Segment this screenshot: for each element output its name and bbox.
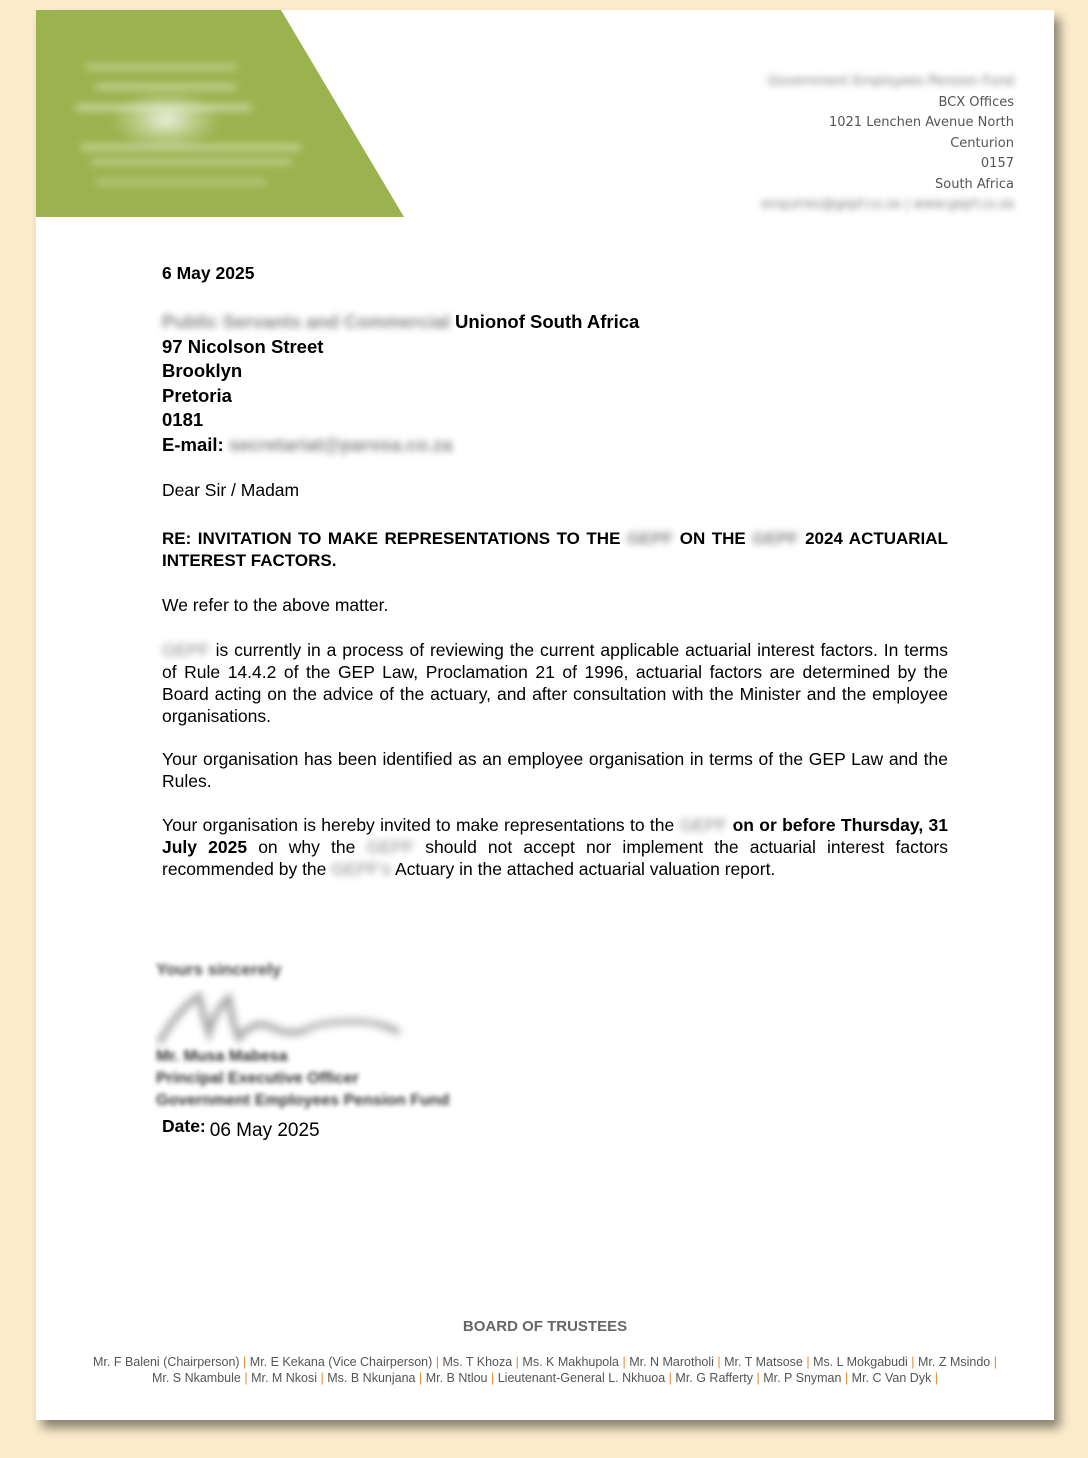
trustee-name: Ms. L Mokgabudi — [813, 1355, 908, 1369]
recipient-address — [162, 310, 948, 457]
redacted-fund-name: GEPF — [679, 815, 728, 835]
redacted-fund-name: GEPF — [366, 837, 415, 857]
sign-date-label: Date: — [162, 1116, 206, 1136]
trustee-separator: | — [415, 1370, 426, 1385]
body-paragraph-3 — [162, 814, 948, 880]
recipient-name — [162, 310, 948, 335]
trustee-separator: | — [841, 1370, 852, 1385]
trustee-name: Mr. S Nkambule — [151, 1370, 241, 1385]
trustee-separator: | — [239, 1355, 250, 1369]
trustee-name: Mr. E Kekana (Vice Chairperson) — [249, 1355, 433, 1369]
body-paragraph-2: Your organisation has been identified as an employee organisation in terms of the GEP Law and the Rules. — [162, 749, 948, 791]
trustee-separator: | — [618, 1355, 630, 1369]
recipient-email-row — [162, 433, 948, 458]
address-line: 1021 Lenchen Avenue North — [828, 115, 1014, 130]
trustee-name: Mr. P Snyman — [763, 1370, 842, 1385]
trustee-name: Mr. M Nkosi — [251, 1370, 318, 1385]
trustee-separator: | — [487, 1370, 498, 1385]
closing: Yours sincerely — [156, 960, 282, 979]
gepf-logo — [36, 10, 406, 217]
trustee-separator: | — [802, 1355, 814, 1369]
sign-date — [162, 1116, 320, 1141]
subject-redacted: GEPF — [752, 529, 799, 548]
email-label: E-mail: — [162, 433, 224, 455]
trustee-name: Lieutenant-General L. Nkhuoa — [497, 1370, 666, 1385]
board-title: BOARD OF TRUSTEES — [462, 1318, 628, 1335]
trustee-name: Mr. G Rafferty — [675, 1370, 753, 1385]
recipient-name-visible: Unionof South Africa — [455, 311, 640, 332]
trustee-name: Mr. B Ntlou — [425, 1370, 488, 1385]
paragraph-text: Your organisation is hereby invited to make representations to the — [162, 815, 675, 835]
sender-contact: enquiries@gepf.co.za | www.gepf.co.za — [761, 197, 1014, 212]
signatory-title: Principal Executive Officer — [156, 1070, 359, 1087]
subject-redacted: GEPF — [626, 529, 674, 548]
trustee-separator: | — [990, 1355, 997, 1369]
trustee-separator: | — [665, 1370, 676, 1385]
paragraph-text: should not accept nor implement the actuarial interest factors recommended by the — [162, 837, 948, 879]
subject-part: RE: INVITATION TO MAKE REPRESENTATIONS TO THE — [162, 529, 621, 548]
paragraph-text: is currently in a process of reviewing the current applicable actuarial interest factors. In terms of Rule 14.4.2 of the GEP Law, Proclamation 21 of 1996, actuarial factors are determined by the Board acting on the advice of the actuary, and after consultation with the Minister and the employee organisations. — [162, 640, 948, 726]
letter-page — [36, 10, 1054, 1420]
trustee-separator: | — [752, 1370, 764, 1385]
subject-line — [162, 528, 948, 572]
trustee-separator: | — [713, 1355, 725, 1369]
recipient-email: secretariat@parosa.co.za — [228, 433, 453, 455]
trustee-name: Mr. C Van Dyk — [851, 1370, 932, 1385]
address-line: Centurion — [950, 135, 1014, 151]
trustee-name: Mr. N Marotholi — [629, 1355, 714, 1369]
trustee-name: Ms. T Khoza — [442, 1355, 513, 1369]
salutation: Dear Sir / Madam — [162, 480, 300, 500]
paragraph-text: on why the — [258, 837, 356, 857]
address-line: South Africa — [935, 176, 1014, 192]
trustee-separator: | — [240, 1370, 252, 1385]
trustee-name: Ms. B Nkunjana — [327, 1370, 416, 1385]
trustee-separator: | — [317, 1370, 328, 1385]
sign-date-value: 06 May 2025 — [209, 1120, 320, 1141]
signatory-org: Government Employees Pension Fund — [156, 1092, 450, 1109]
redacted-fund-name: GEPF's — [331, 859, 392, 879]
paragraph-text: Actuary in the attached actuarial valuation report. — [394, 859, 776, 879]
letter-date: 6 May 2025 — [162, 263, 255, 283]
sender-address — [761, 72, 1014, 216]
trustee-separator: | — [512, 1355, 523, 1369]
signature-image — [154, 988, 414, 1048]
address-line: BCX Offices — [938, 94, 1014, 110]
sender-org-name: Government Employees Pension Fund — [767, 74, 1014, 89]
body-paragraph-1 — [162, 639, 948, 727]
trustees-line-2 — [56, 1371, 1034, 1387]
trustee-separator: | — [907, 1355, 919, 1369]
signatory-name: Mr. Musa Mabesa — [156, 1048, 288, 1065]
recipient-suburb: Brooklyn — [162, 360, 243, 381]
deadline-text: on or before Thursday, 31 July 2025 — [162, 815, 948, 857]
signatory-block — [156, 1046, 449, 1112]
trustee-separator: | — [432, 1355, 443, 1369]
trustees-line-1 — [56, 1355, 1034, 1371]
trustee-name: Ms. K Makhupola — [522, 1355, 619, 1369]
trustees-list — [56, 1355, 1034, 1386]
trustee-separator: | — [931, 1370, 939, 1385]
recipient-postal: 0181 — [162, 409, 204, 430]
subject-part: 2024 ACTUARIAL INTEREST FACTORS. — [162, 529, 948, 570]
trustee-name: Mr. T Matsose — [724, 1355, 803, 1369]
trustee-name: Mr. Z Msindo — [918, 1355, 991, 1369]
subject-part: ON THE — [679, 529, 746, 548]
recipient-city: Pretoria — [162, 384, 232, 406]
address-line: 0157 — [980, 156, 1014, 171]
recipient-name-blurred: Public Servants and Commercial — [162, 311, 450, 332]
recipient-street: 97 Nicolson Street — [162, 335, 324, 357]
refer-paragraph: We refer to the above matter. — [162, 595, 389, 615]
redacted-fund-name: GEPF — [162, 640, 210, 660]
trustee-name: Mr. F Baleni (Chairperson) — [93, 1355, 240, 1369]
